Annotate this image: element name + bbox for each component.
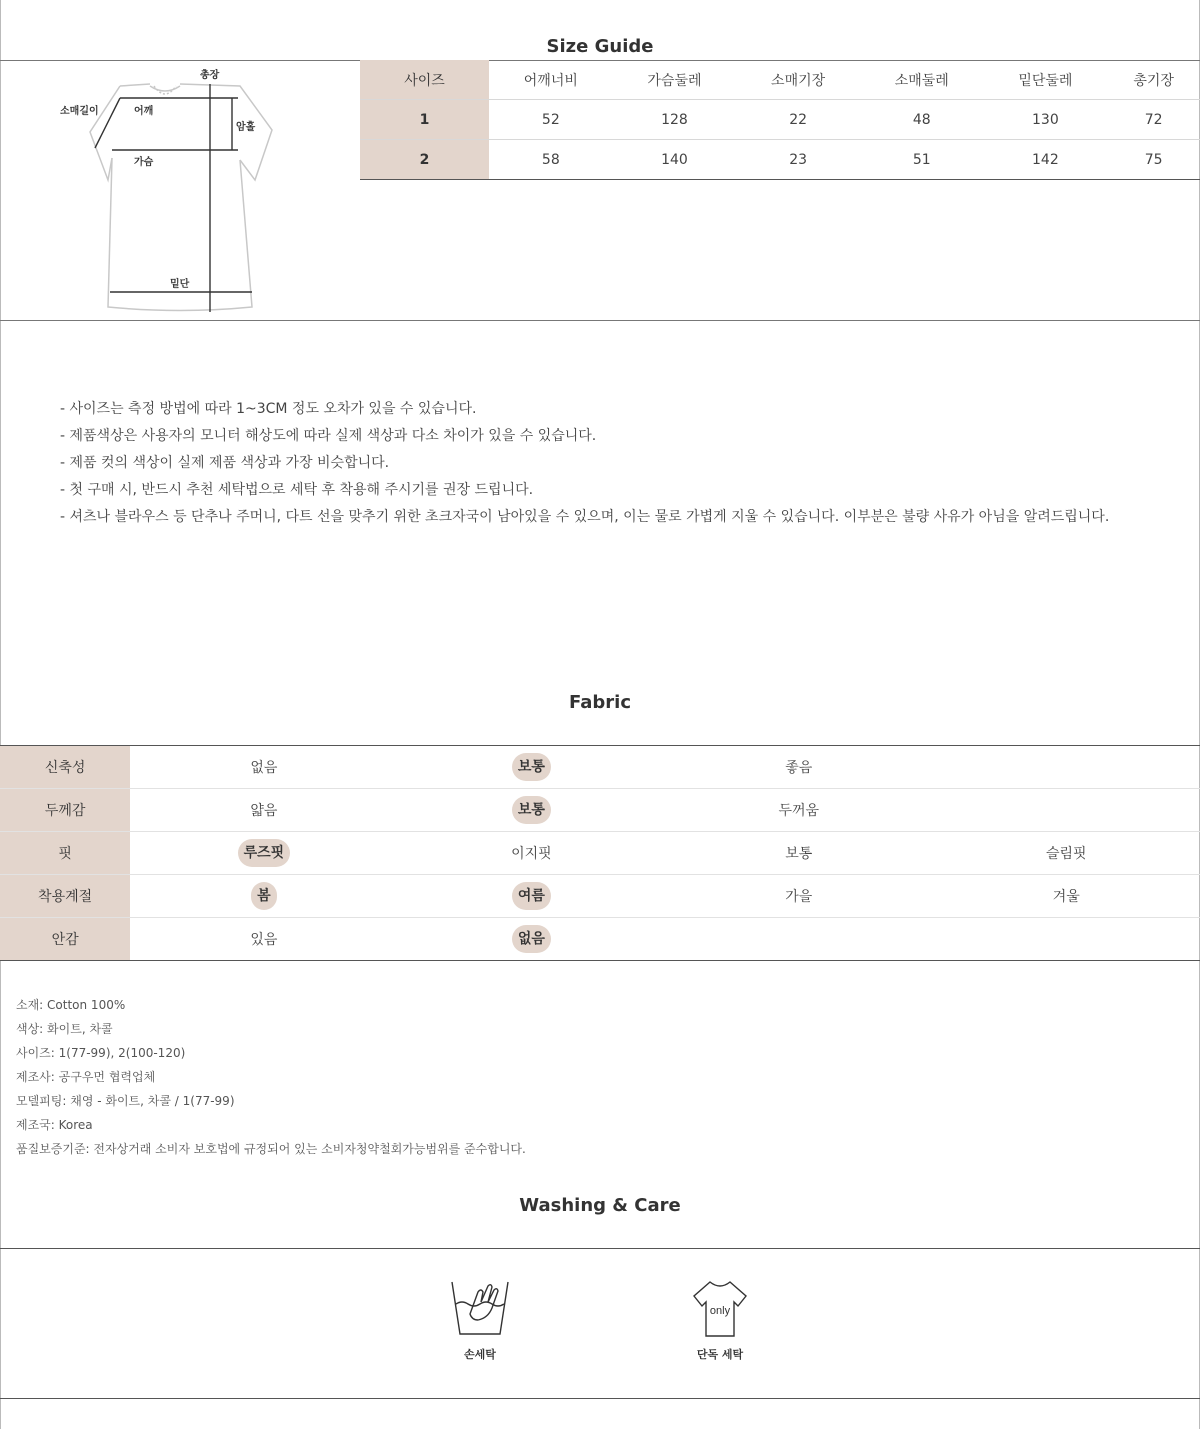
fabric-option-selected: 루즈핏 xyxy=(238,839,291,867)
diagram-label-sleeve-length: 소매길이 xyxy=(60,106,99,117)
fabric-option-selected: 여름 xyxy=(512,882,551,910)
diagram-label-hem: 밑단 xyxy=(170,279,190,290)
washing-bottom-divider xyxy=(0,1398,1200,1399)
size-table-cell: 58 xyxy=(489,140,613,180)
garment-diagram xyxy=(50,62,290,318)
care-icon-text: only xyxy=(709,1305,731,1317)
fabric-option: 슬림핏 xyxy=(1045,846,1087,862)
note-line: - 제품색상은 사용자의 모니터 해상도에 따라 실제 색상과 다소 차이가 있을 수 있습니다. xyxy=(60,428,597,444)
info-line: 품질보증기준: 전자상거래 소비자 보호법에 규정되어 있는 소비자청약철회가능범위를 준수합니다. xyxy=(16,1142,526,1156)
size-table-cell: 72 xyxy=(1107,100,1200,140)
size-table-cell: 75 xyxy=(1107,140,1200,180)
fabric-option-selected: 보통 xyxy=(512,753,551,781)
size-guide-title: Size Guide xyxy=(546,36,654,57)
diagram-label-total-length: 총장 xyxy=(200,70,220,81)
diagram-label-chest: 가슴 xyxy=(134,157,154,168)
fabric-row-label: 착용계절 xyxy=(0,875,130,918)
table-row xyxy=(0,918,1200,961)
diagram-label-armhole: 암홀 xyxy=(236,122,256,133)
fabric-row-label: 신축성 xyxy=(0,746,130,789)
fabric-option: 가을 xyxy=(785,889,813,905)
fabric-row-label: 두께감 xyxy=(0,789,130,832)
fabric-table xyxy=(0,746,1200,961)
size-table-header: 가슴둘레 xyxy=(613,60,737,100)
size-table-cell: 22 xyxy=(736,100,860,140)
care-item-wash-separately xyxy=(660,1278,780,1362)
size-table-cell: 140 xyxy=(613,140,737,180)
fabric-row-label: 핏 xyxy=(0,832,130,875)
fabric-option-selected: 없음 xyxy=(512,925,551,953)
size-table-header-row xyxy=(360,60,1200,100)
fabric-option: 두꺼움 xyxy=(778,803,820,819)
fabric-option: 보통 xyxy=(785,846,813,862)
info-line: 제조국: Korea xyxy=(16,1118,93,1132)
care-label: 단독 세탁 xyxy=(696,1348,744,1361)
size-table-header: 밑단둘레 xyxy=(984,60,1108,100)
size-table-header: 어깨너비 xyxy=(489,60,613,100)
table-row xyxy=(0,746,1200,789)
size-notes xyxy=(60,396,1109,531)
info-line: 색상: 화이트, 차콜 xyxy=(16,1022,113,1036)
fabric-option-selected: 보통 xyxy=(512,796,551,824)
size-table-cell: 142 xyxy=(984,140,1108,180)
size-table-cell: 23 xyxy=(736,140,860,180)
fabric-option: 있음 xyxy=(250,932,278,948)
size-table-header: 소매기장 xyxy=(736,60,860,100)
size-table-header: 총기장 xyxy=(1107,60,1200,100)
fabric-option: 좋음 xyxy=(785,760,813,776)
diagram-label-shoulder: 어깨 xyxy=(134,106,154,117)
size-table-cell: 52 xyxy=(489,100,613,140)
table-row xyxy=(360,100,1200,140)
size-table-cell: 48 xyxy=(860,100,984,140)
fabric-row-label: 안감 xyxy=(0,918,130,961)
note-line: - 사이즈는 측정 방법에 따라 1~3CM 정도 오차가 있을 수 있습니다. xyxy=(60,401,477,417)
table-row xyxy=(0,832,1200,875)
fabric-option-selected: 봄 xyxy=(251,882,277,910)
note-line: - 셔츠나 블라우스 등 단추나 주머니, 다트 선을 맞추기 위한 초크자국이 남아있을 수 있으며, 이는 물로 가볍게 지울 수 있습니다. 이부분은 불량 사유가 아님을 알려드립니다. xyxy=(60,509,1110,525)
washing-care-title: Washing & Care xyxy=(519,1195,681,1216)
size-table-header: 소매둘레 xyxy=(860,60,984,100)
size-table-size-cell: 1 xyxy=(360,100,489,140)
size-table-header: 사이즈 xyxy=(360,60,489,100)
note-line: - 제품 컷의 색상이 실제 제품 색상과 가장 비슷합니다. xyxy=(60,455,390,471)
size-table-size-cell: 2 xyxy=(360,140,489,180)
washing-top-divider xyxy=(0,1248,1200,1249)
care-label: 손세탁 xyxy=(464,1348,496,1361)
product-info xyxy=(16,993,526,1161)
size-table xyxy=(360,60,1200,180)
size-table-cell: 51 xyxy=(860,140,984,180)
fabric-option: 없음 xyxy=(250,760,278,776)
info-line: 모델피팅: 채영 - 화이트, 차콜 / 1(77-99) xyxy=(16,1094,235,1108)
fabric-title: Fabric xyxy=(569,692,631,713)
fabric-option: 얇음 xyxy=(250,803,278,819)
fabric-option: 겨울 xyxy=(1052,889,1080,905)
info-line: 소재: Cotton 100% xyxy=(16,998,126,1012)
table-row xyxy=(0,789,1200,832)
care-item-hand-wash xyxy=(420,1278,540,1362)
info-line: 제조사: 공구우먼 협력업체 xyxy=(16,1070,156,1084)
wash-separately-icon xyxy=(688,1278,752,1340)
size-guide-bottom-divider xyxy=(0,320,1200,321)
size-table-cell: 128 xyxy=(613,100,737,140)
fabric-option: 이지핏 xyxy=(511,846,552,862)
note-line: - 첫 구매 시, 반드시 추천 세탁법으로 세탁 후 착용해 주시기를 권장 드립니다. xyxy=(60,482,534,498)
table-row xyxy=(360,140,1200,180)
info-line: 사이즈: 1(77-99), 2(100-120) xyxy=(16,1046,186,1060)
table-row xyxy=(0,875,1200,918)
size-table-cell: 130 xyxy=(984,100,1108,140)
hand-wash-icon xyxy=(448,1278,512,1340)
